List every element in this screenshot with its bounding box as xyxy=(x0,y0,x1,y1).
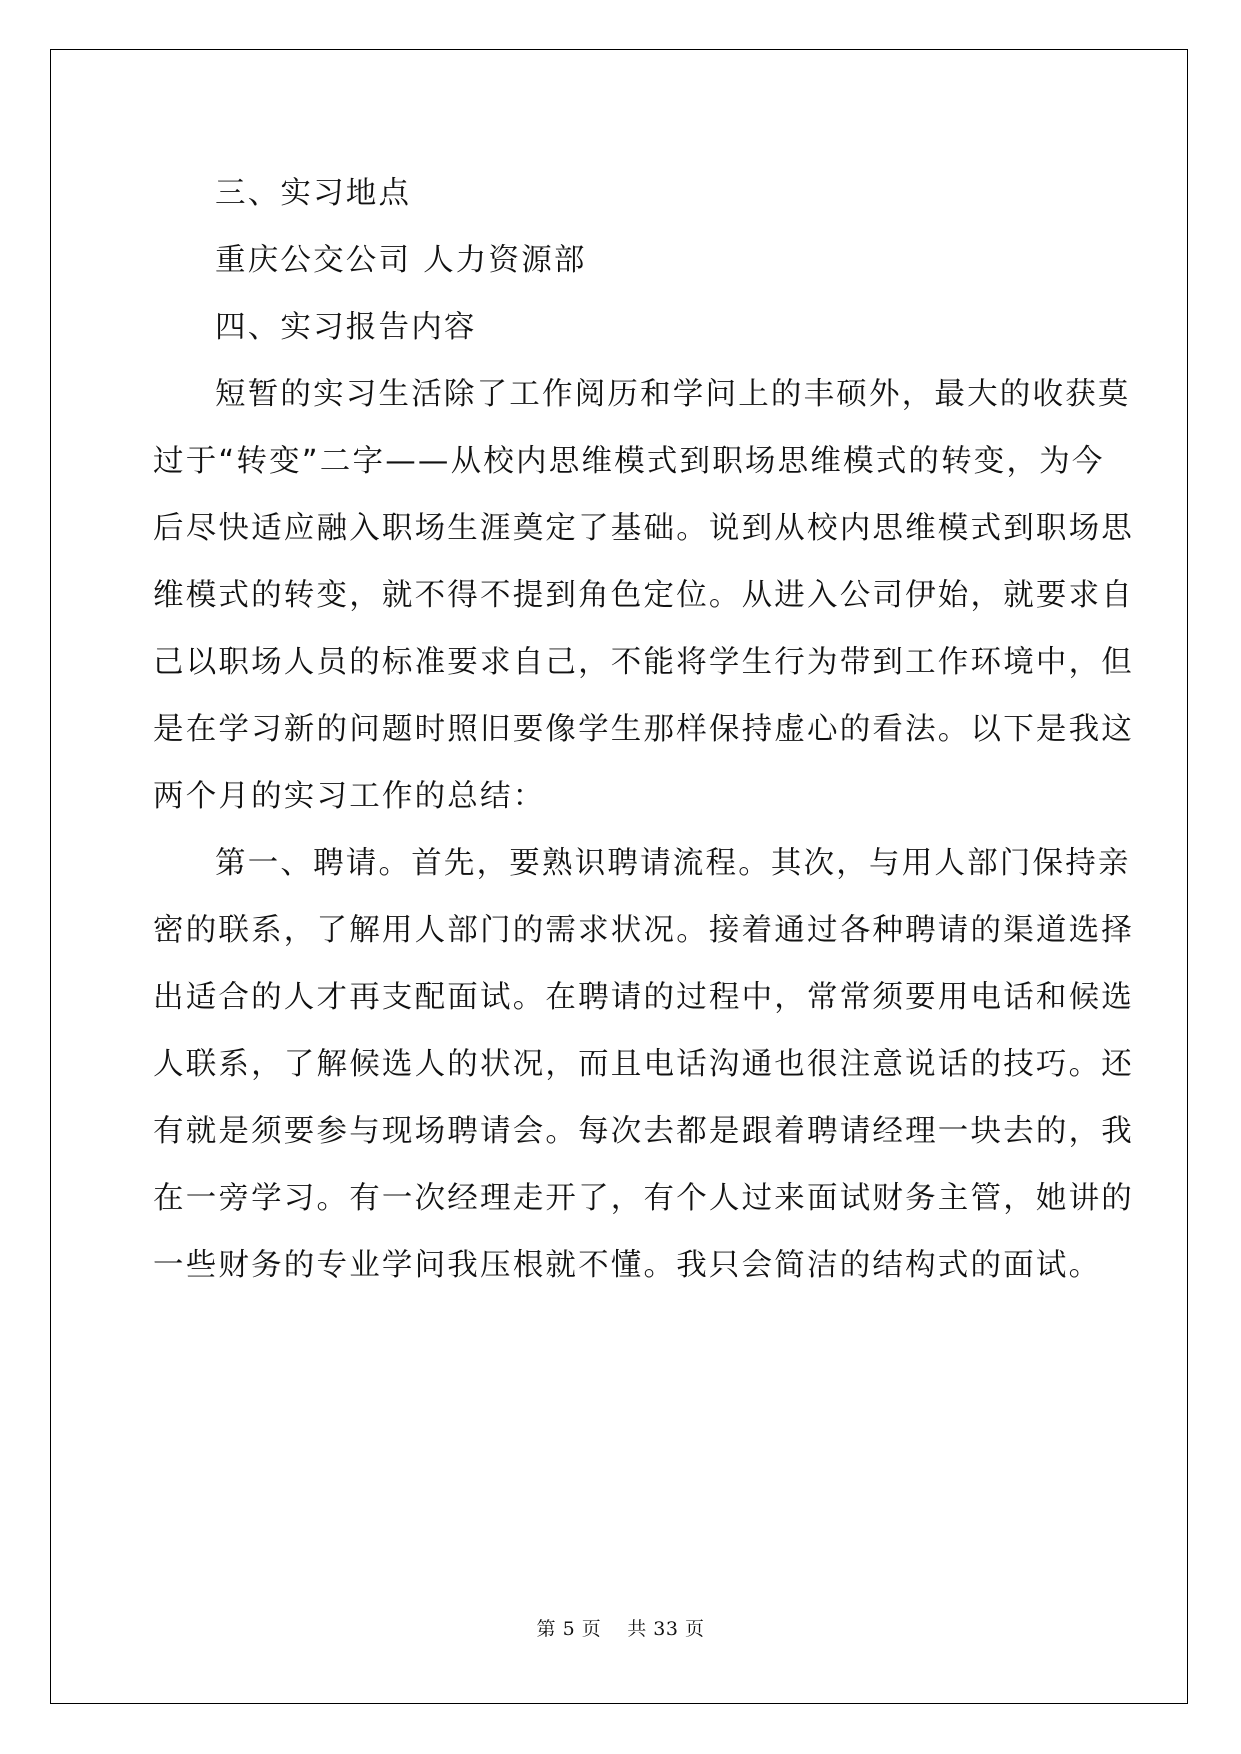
paragraph-line: 有就是须要参与现场聘请会。每次去都是跟着聘请经理一块去的，我 xyxy=(153,1114,1134,1149)
paragraph-line: 后尽快适应融入职场生涯奠定了基础。说到从校内思维模式到职场思 xyxy=(153,511,1134,546)
heading-internship-location: 三、实习地点 xyxy=(215,176,412,211)
paragraph-line: 己以职场人员的标准要求自己，不能将学生行为带到工作环境中，但 xyxy=(153,645,1134,680)
paragraph-line: 过于“转变”二字——从校内思维模式到职场思维模式的转变，为今 xyxy=(153,444,1105,479)
paragraph-line: 第一、聘请。首先，要熟识聘请流程。其次，与用人部门保持亲 xyxy=(215,846,1131,881)
paragraph-line: 人联系，了解候选人的状况，而且电话沟通也很注意说话的技巧。还 xyxy=(153,1047,1134,1082)
paragraph-line: 密的联系，了解用人部门的需求状况。接着通过各种聘请的渠道选择 xyxy=(153,913,1134,948)
paragraph-line: 维模式的转变，就不得不提到角色定位。从进入公司伊始，就要求自 xyxy=(153,578,1134,613)
paragraph-line: 一些财务的专业学问我压根就不懂。我只会简洁的结构式的面试。 xyxy=(153,1248,1102,1283)
document-body xyxy=(153,160,1134,1299)
page-footer xyxy=(0,1614,1241,1641)
page-number-current: 第 5 页 xyxy=(536,1618,602,1640)
heading-report-content: 四、实习报告内容 xyxy=(215,310,477,345)
paragraph-line: 两个月的实习工作的总结： xyxy=(153,779,546,814)
paragraph-line: 在一旁学习。有一次经理走开了，有个人过来面试财务主管，她讲的 xyxy=(153,1181,1134,1216)
paragraph-line: 是在学习新的问题时照旧要像学生那样保持虚心的看法。以下是我这 xyxy=(153,712,1134,747)
internship-location-value: 重庆公交公司 人力资源部 xyxy=(215,243,587,278)
paragraph-line: 短暂的实习生活除了工作阅历和学问上的丰硕外，最大的收获莫 xyxy=(215,377,1131,412)
page-number-total: 共 33 页 xyxy=(627,1618,705,1640)
paragraph-line: 出适合的人才再支配面试。在聘请的过程中，常常须要用电话和候选 xyxy=(153,980,1134,1015)
